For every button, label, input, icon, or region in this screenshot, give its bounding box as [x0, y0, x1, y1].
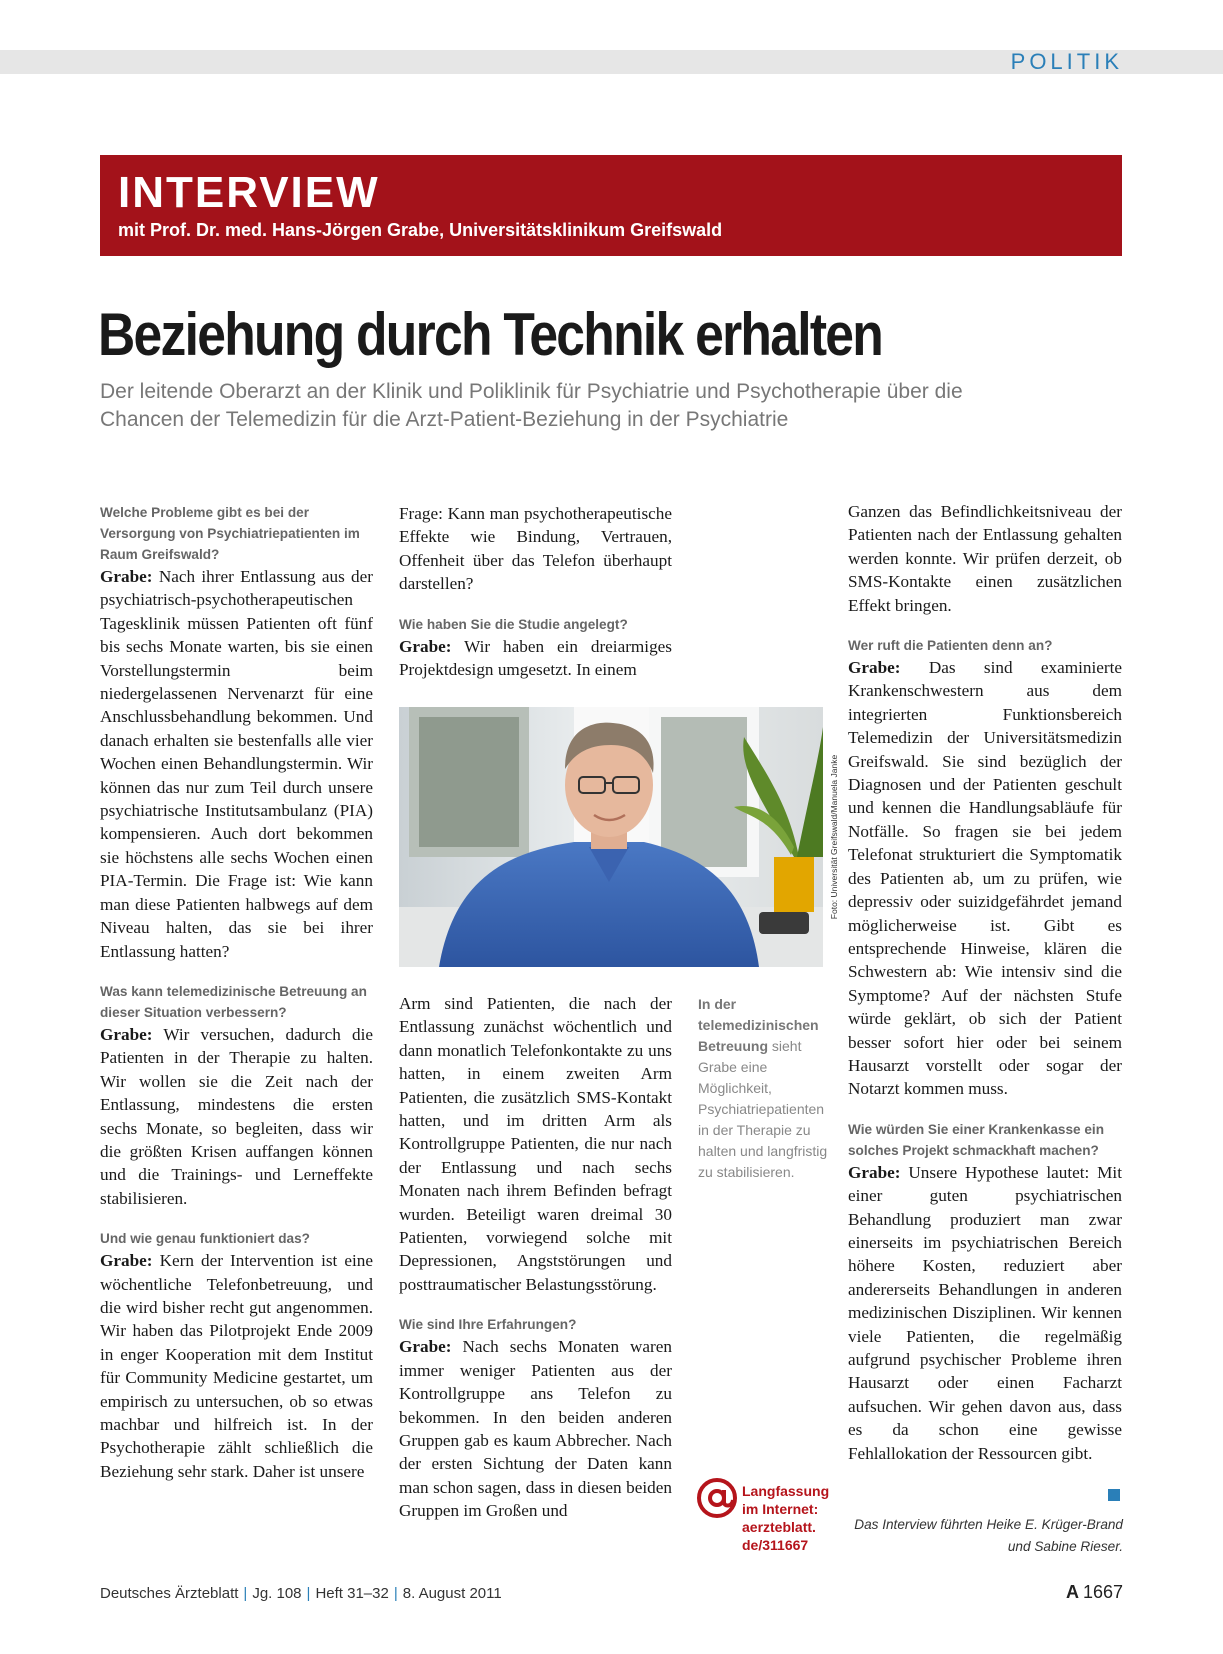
answer — [399, 1335, 672, 1522]
continued-text: Frage: Kann man psychotherapeutische Effekte wie Bindung, Vertrauen, Offenheit über das Telefon überhaupt darstellen? — [399, 504, 672, 594]
question: Wie haben Sie die Studie angelegt? — [399, 616, 628, 632]
continued-text: Arm sind Patienten, die nach der Entlassung zunächst wöchentlich und dann monatlich Telefonkontakte zu uns hatten, in einem zweiten Arm Patienten, die zusätzlich SMS-Kontakt hatten, und im dritten Arm als Kontrollgruppe Patienten, die nur nach der Entlassung und nach sechs Monaten nach ihrem Befinden befragt wurden. Beteiligt waren dreimal 30 Patienten, vorwiegend solche mit Depressionen, Angststörungen und posttraumatischer Belastungsstörung. — [399, 994, 672, 1294]
answer-text: Das sind examinierte Krankenschwestern aus dem integrierten Funktionsbereich Telemedizin der Universitätsmedizin Greifswald. Sie sind bezüglich der Diagnosen und der Patienten geschult und kennen die Handlungsabläufe für Notfälle. So fragen sie bei jedem Telefonat strukturiert die Symptomatik des Patienten ab, um zu prüfen, wie depressiv oder suizidgefährdet jemand möglicherweise ist. Gibt es entsprechende Hinweise, klären die Schwestern ab: Wie intensiv sind die Symptome? Auf der nächsten Stufe würde geklärt, ob sich der Patient besser sofort hier oder bei seinem Hausarzt vorstellt oder sogar der Notarzt kommen muss. — [848, 658, 1122, 1099]
footer: Deutsches Ärzteblatt | Jg. 108 | Heft 31–32 | 8. August 2011 — [100, 1585, 502, 1602]
column-2-top — [399, 502, 672, 681]
online-link-text: Langfassung im Internet: aerzteblatt. de/311667 — [742, 1483, 830, 1553]
speaker-label: Grabe: — [848, 1162, 901, 1182]
interview-credit: Das Interview führten Heike E. Krüger-Brand und Sabine Rieser. — [854, 1517, 1123, 1554]
portrait-photo — [399, 707, 823, 967]
deck: Der leitende Oberarzt an der Klinik und Poliklinik für Psychiatrie und Psychotherapie über die Chancen der Telemedizin für die Arzt-Patient-Beziehung in der Psychiatrie — [100, 380, 963, 431]
banner-title: INTERVIEW — [118, 168, 380, 217]
speaker-label: Grabe: — [100, 1251, 153, 1271]
answer — [399, 635, 672, 682]
section-label: POLITIK — [1010, 49, 1123, 74]
answer-text: Wir versuchen, dadurch die Patienten in der Therapie zu halten. Wir wollen sie die Zeit nach der Entlassung, mindestens die ersten sechs Monate, so begleiten, dass wir die größten Krisen auffangen können und die Trainings- und Lerneffekte stabilisieren. — [100, 1024, 373, 1208]
answer-text: Wir haben ein dreiarmiges Projektdesign umgesetzt. In einem — [399, 636, 672, 680]
at-sign-icon — [696, 1476, 738, 1520]
question: Wer ruft die Patienten denn an? — [848, 638, 1053, 654]
answer — [848, 1161, 1122, 1465]
answer — [100, 1023, 373, 1210]
question: Wie sind Ihre Erfahrungen? — [399, 1317, 577, 1333]
speaker-label: Grabe: — [399, 636, 452, 656]
interview-banner — [100, 155, 1122, 256]
answer — [100, 1249, 373, 1483]
question: Welche Probleme gibt es bei der Versorgung von Psychiatriepatienten im Raum Greifswald? — [100, 505, 360, 562]
volume: Jg. 108 — [252, 1585, 302, 1602]
speaker-label: Grabe: — [100, 567, 153, 586]
photo-caption — [698, 994, 831, 1183]
answer — [100, 565, 373, 963]
question: Was kann telemedizinische Betreuung an dieser Situation verbessern? — [100, 983, 367, 1020]
date: 8. August 2011 — [402, 1585, 502, 1602]
banner-subtitle: mit Prof. Dr. med. Hans-Jörgen Grabe, Universitätsklinikum Greifswald — [118, 220, 723, 240]
page-number: A 1667 — [1065, 1582, 1123, 1602]
question: Und wie genau funktioniert das? — [100, 1231, 310, 1247]
column-2-bottom — [399, 992, 672, 1523]
headline: Beziehung durch Technik erhalten — [98, 301, 883, 368]
answer — [848, 656, 1122, 1101]
journal-name: Deutsches Ärzteblatt — [100, 1585, 239, 1602]
caption-text: sieht Grabe eine Möglichkeit, Psychiatriepatienten in der Therapie zu halten und langfristig zu stabilisieren. — [698, 1038, 828, 1180]
answer-text: Nach ihrer Entlassung aus der psychiatrisch-psychotherapeutischen Tagesklinik müssen Patienten oft fünf bis sechs Monate warten, bis sie einen Vorstellungstermin beim niedergelassenen Nervenarzt für eine Anschlussbehandlung bekommen. Und danach erhalten sie bestenfalls alle vier Wochen einen Behandlungstermin. Wir können das nur zum Teil durch unsere psychiatrische Institutsambulanz (PIA) kompensieren. Auch dort bekommen sie höchstens alle sechs Wochen einen PIA-Termin. Die Frage ist: Wie kann man diese Patienten halbwegs auf dem Niveau halten, das sie bei ihrer Entlassung hatten? — [100, 567, 373, 961]
caption-lead: In der telemedizinischen Betreuung — [698, 996, 819, 1054]
photo-credit: Foto: Universität Greifswald/Manuela Janke — [829, 754, 839, 920]
question: Wie würden Sie einer Krankenkasse ein solches Projekt schmackhaft machen? — [848, 1121, 1104, 1158]
answer-text: Kern der Intervention ist eine wöchentliche Telefonbetreuung, und die wird bisher recht gut angenommen. Wir haben das Pilotprojekt Ende 2009 in enger Kooperation mit dem Institut für Community Medicine gestartet, um empirisch zu untersuchen, ob so etwas machbar und hilfreich ist. In der Psychotherapie zählt schließlich die Beziehung sehr stark. Daher ist unsere — [100, 1251, 373, 1481]
answer-text: Unsere Hypothese lautet: Mit einer guten psychiatrischen Behandlung produziert man zwar einerseits im psychiatrischen Bereich höhere Kosten, reduziert aber andererseits Behandlungen in anderen medizinischen Disziplinen. Wir kennen viele Patienten, die regelmäßig aufgrund psychischer Probleme ihren Hausarzt oder einen Facharzt aufsuchen. Wir gehen davon aus, dass es da schon eine gewisse Fehlallokation der Ressourcen gibt. — [848, 1162, 1122, 1463]
column-1 — [100, 502, 373, 1483]
issue: Heft 31–32 — [315, 1585, 389, 1602]
speaker-label: Grabe: — [399, 1337, 452, 1357]
end-mark-square — [1108, 1489, 1120, 1501]
speaker-label: Grabe: — [848, 658, 901, 678]
column-3 — [848, 500, 1122, 1465]
speaker-label: Grabe: — [100, 1024, 153, 1044]
answer-text: Nach sechs Monaten waren immer weniger Patienten aus der Kontrollgruppe ans Telefon zu bekommen. In den beiden anderen Gruppen gab es kaum Abbrecher. Nach der ersten Sichtung der Daten kann man schon sagen, dass in diesen beiden Gruppen im Großen und — [399, 1337, 673, 1521]
continued-text: Ganzen das Befindlichkeitsniveau der Patienten nach der Entlassung gehalten werden konnte. Wir prüfen derzeit, ob SMS-Kontakte einen zusätzlichen Effekt bringen. — [848, 502, 1122, 615]
